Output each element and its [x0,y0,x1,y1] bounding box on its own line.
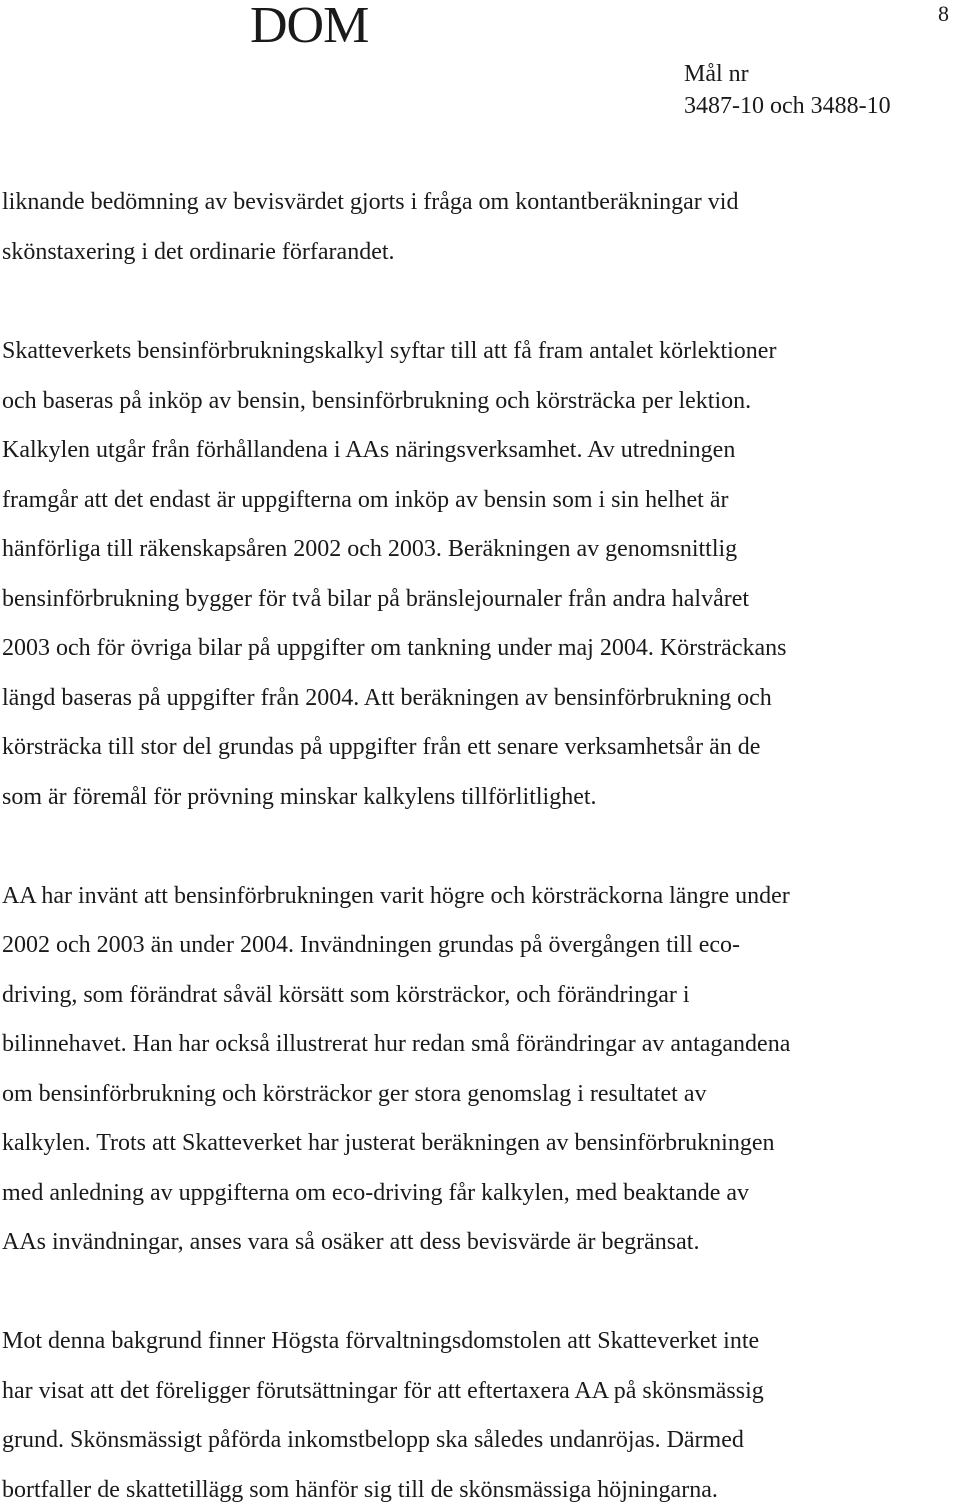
text-line: 2003 och för övriga bilar på uppgifter om tankning under maj 2004. Körsträckans [2,635,787,661]
text-line: liknande bedömning av bevisvärdet gjorts i fråga om kontantberäkningar vid [2,189,739,215]
text-line: AAs invändningar, anses vara så osäker att dess bevisvärde är begränsat. [2,1229,700,1255]
text-line: längd baseras på uppgifter från 2004. Att beräkningen av bensinförbrukning och [2,685,772,711]
text-line: Skatteverkets bensinförbrukningskalkyl syftar till att få fram antalet körlektioner [2,338,777,364]
text-line: hänförliga till räkenskapsåren 2002 och 2003. Beräkningen av genomsnittlig [2,536,738,562]
text-line: har visat att det föreligger förutsättningar för att eftertaxera AA på skönsmässig [2,1378,764,1404]
case-number-label: Mål nr [684,61,749,87]
case-number: 3487-10 och 3488-10 [684,93,891,119]
text-line: bilinnehavet. Han har också illustrerat hur redan små förändringar av antagandena [2,1031,791,1057]
text-line: med anledning av uppgifterna om eco-driving får kalkylen, med beaktande av [2,1180,750,1206]
text-line: Mot denna bakgrund finner Högsta förvaltningsdomstolen att Skatteverket inte [2,1328,760,1354]
page-number: 8 [938,1,949,26]
text-line: grund. Skönsmässigt påförda inkomstbelopp ska således undanröjas. Därmed [2,1427,744,1453]
text-line: framgår att det endast är uppgifterna om inköp av bensin som i sin helhet är [2,487,729,513]
text-line: bensinförbrukning bygger för två bilar på bränslejournaler från andra halvåret [2,586,750,612]
text-line: och baseras på inköp av bensin, bensinförbrukning och körsträcka per lektion. [2,388,752,414]
text-line: AA har invänt att bensinförbrukningen varit högre och körsträckorna längre under [2,883,790,909]
text-line: kalkylen. Trots att Skatteverket har justerat beräkningen av bensinförbrukningen [2,1130,775,1156]
text-line: driving, som förändrat såväl körsätt som körsträckor, och förändringar i [2,982,690,1008]
text-line: bortfaller de skattetillägg som hänför sig till de skönsmässiga höjningarna. [2,1477,718,1503]
text-line: om bensinförbrukning och körsträckor ger stora genomslag i resultatet av [2,1081,707,1107]
document-title: DOM [250,0,369,54]
text-line: körsträcka till stor del grundas på uppgifter från ett senare verksamhetsår än de [2,734,761,760]
text-line: Kalkylen utgår från förhållandena i AAs näringsverksamhet. Av utredningen [2,437,736,463]
text-line: skönstaxering i det ordinarie förfarandet. [2,239,395,265]
text-line: 2002 och 2003 än under 2004. Invändningen grundas på övergången till eco- [2,932,741,958]
text-line: som är föremål för prövning minskar kalkylens tillförlitlighet. [2,784,597,810]
